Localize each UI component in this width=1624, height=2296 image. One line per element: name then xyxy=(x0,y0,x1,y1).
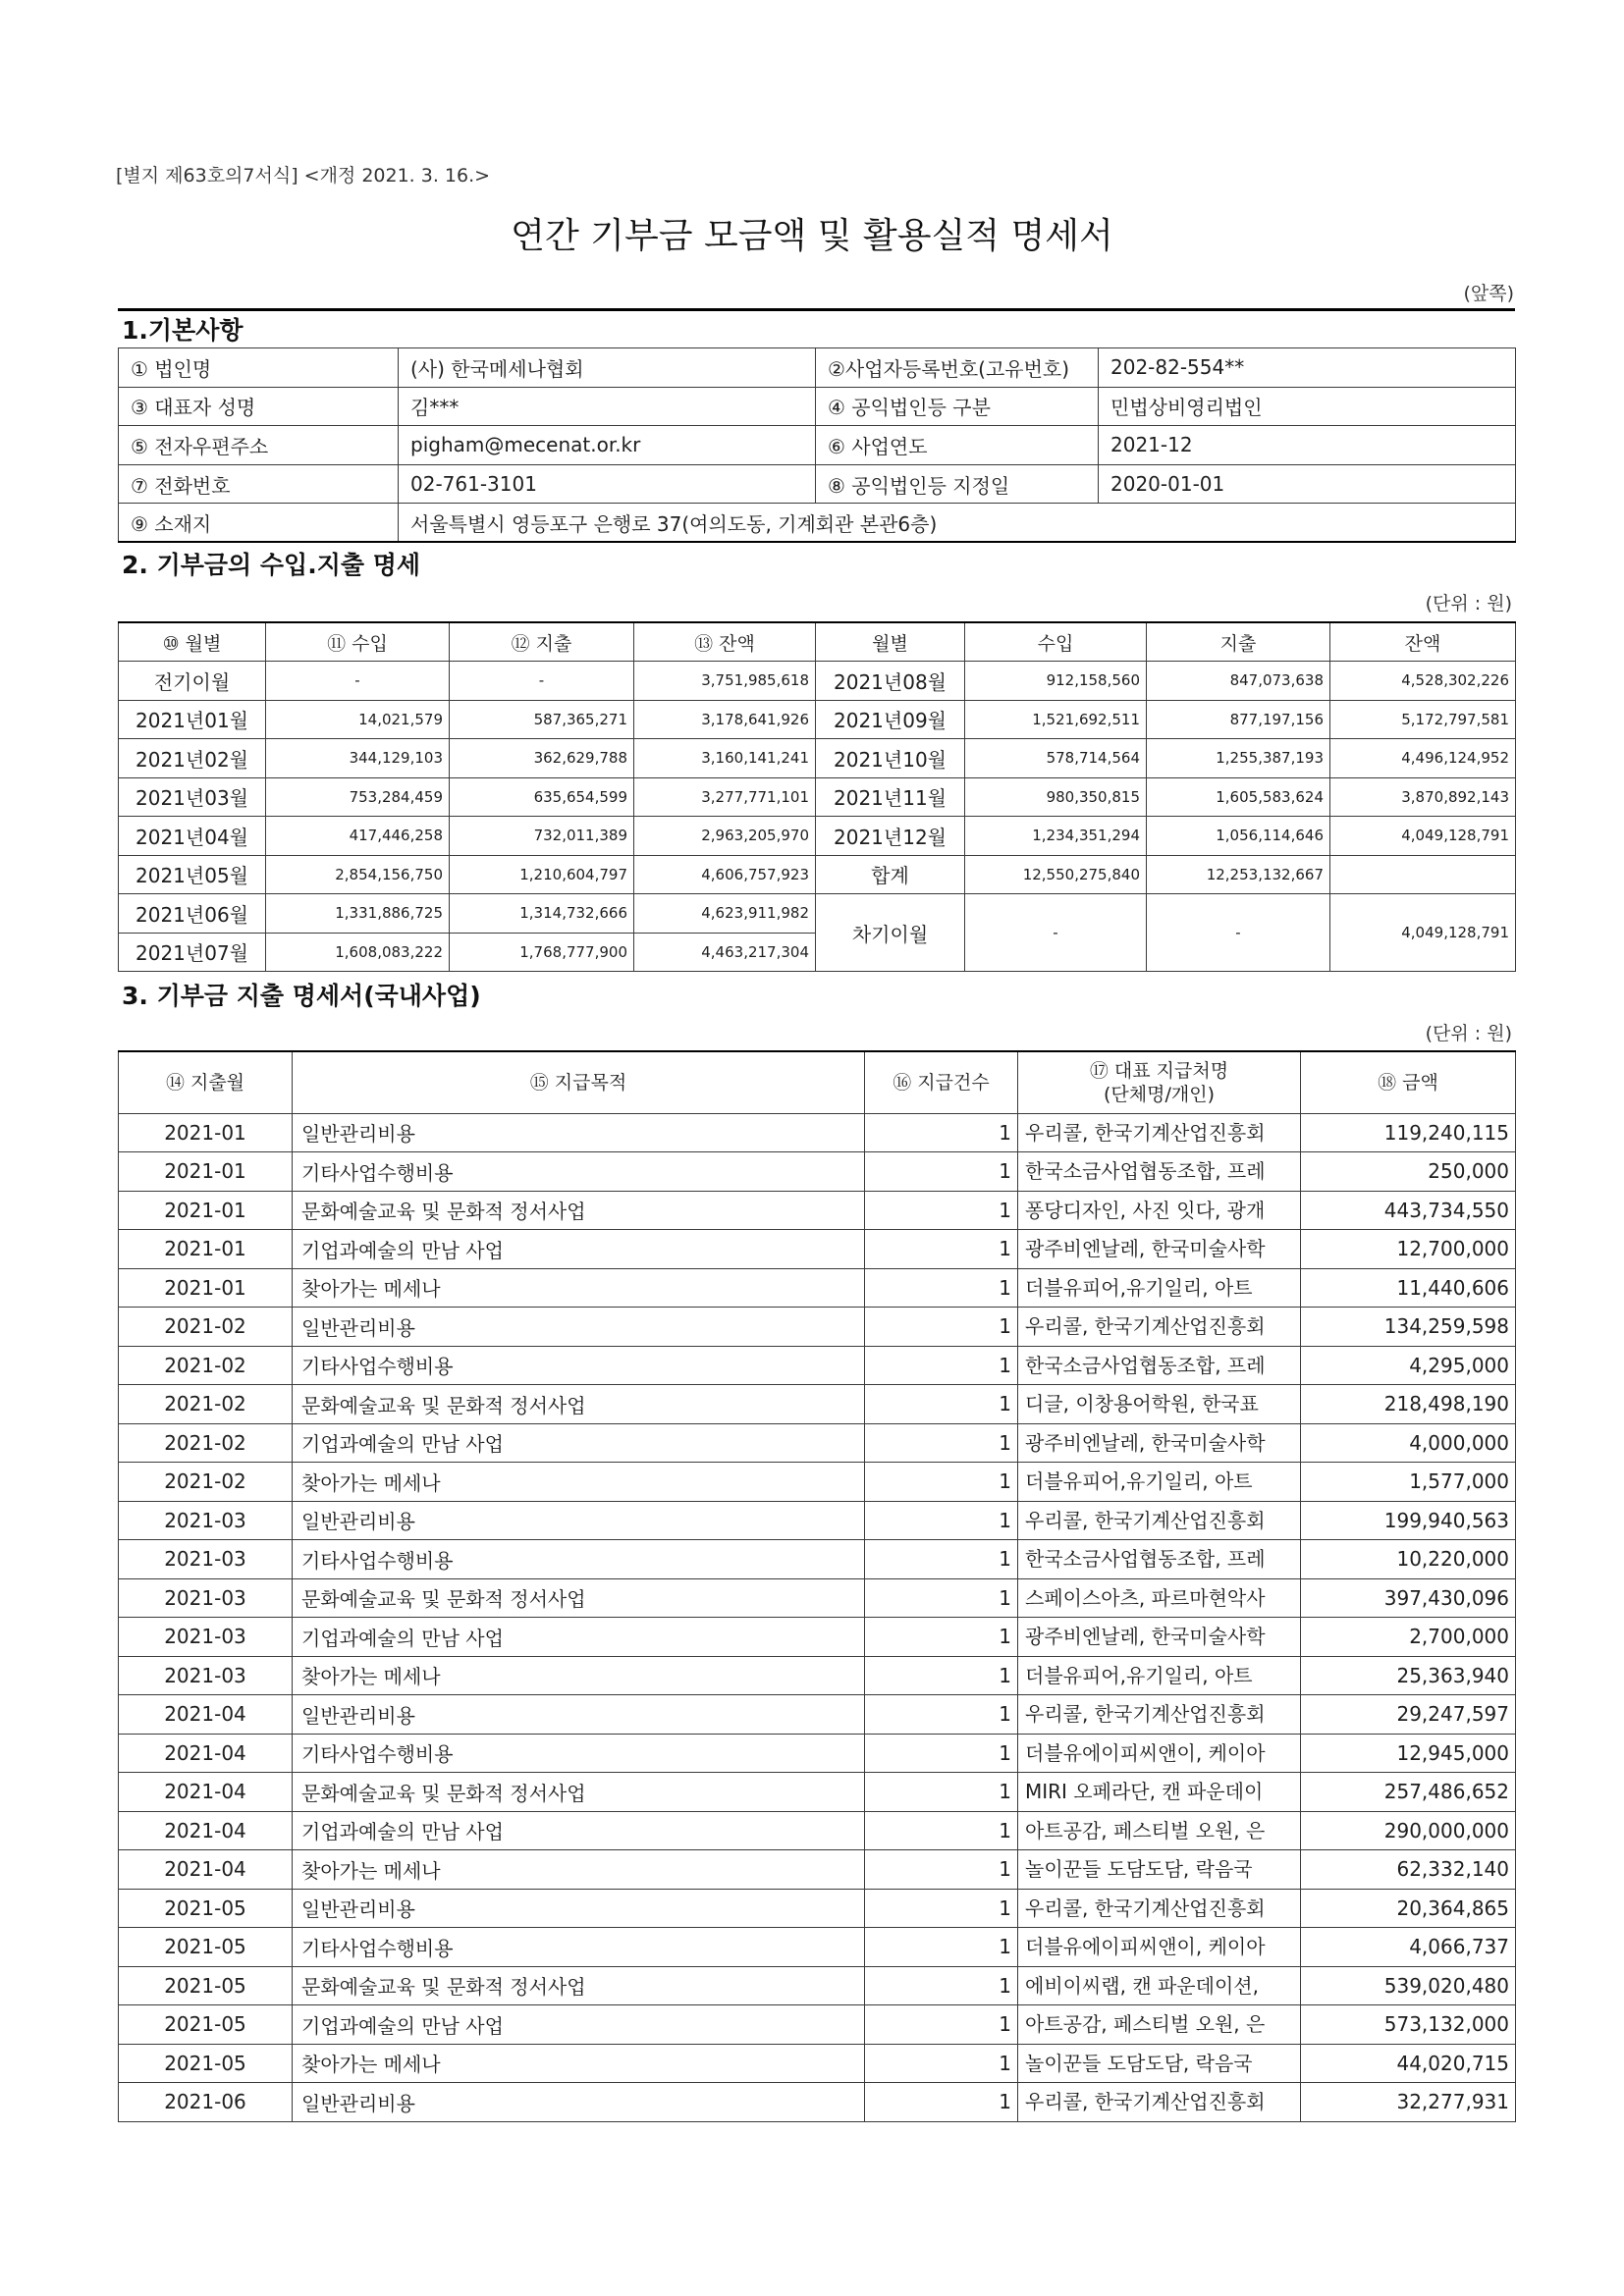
balance-cell-2 xyxy=(1330,855,1516,894)
recipient-cell: 우리콜, 한국기계산업진흥회 xyxy=(1018,1501,1301,1540)
representative-value: 김*** xyxy=(399,387,816,426)
count-cell: 1 xyxy=(865,1346,1018,1385)
expenditure-row xyxy=(119,1268,1516,1308)
basic-info-row xyxy=(119,387,1516,426)
amount-cell: 29,247,597 xyxy=(1301,1695,1516,1735)
unit-label: (단위 : 원) xyxy=(1425,1023,1512,1044)
header-expense-month: ⑭ 지출월 xyxy=(119,1051,293,1113)
income-expense-row xyxy=(119,739,1516,778)
recipient-cell: 아트공감, 페스티벌 오원, 은 xyxy=(1018,1811,1301,1850)
income-expense-header-row xyxy=(119,622,1516,662)
balance-cell: 3,178,641,926 xyxy=(634,700,816,739)
expenditure-row xyxy=(119,1346,1516,1385)
recipient-cell: 우리콜, 한국기계산업진흥회 xyxy=(1018,1308,1301,1347)
income-cell: 1,608,083,222 xyxy=(266,933,450,972)
amount-cell: 4,295,000 xyxy=(1301,1346,1516,1385)
purpose-cell: 기타사업수행비용 xyxy=(293,1540,865,1579)
balance-cell: 4,606,757,923 xyxy=(634,855,816,894)
income-cell-2: 12,550,275,840 xyxy=(965,855,1147,894)
header-recipient xyxy=(1018,1051,1301,1113)
expenditure-row xyxy=(119,2083,1516,2122)
purpose-cell: 일반관리비용 xyxy=(293,1113,865,1152)
purpose-cell: 일반관리비용 xyxy=(293,1695,865,1735)
header-amount: ⑱ 금액 xyxy=(1301,1051,1516,1113)
purpose-cell: 찾아가는 메세나 xyxy=(293,1850,865,1890)
expenditure-row xyxy=(119,1230,1516,1269)
income-expense-body xyxy=(119,662,1516,972)
income-cell-2: 578,714,564 xyxy=(965,739,1147,778)
recipient-cell: 한국소금사업협동조합, 프레 xyxy=(1018,1152,1301,1192)
expense-cell: - xyxy=(450,662,634,701)
corp-name-value: (사) 한국메세나협회 xyxy=(399,348,816,388)
expenditure-row xyxy=(119,2005,1516,2045)
count-cell: 1 xyxy=(865,2083,1018,2122)
expense-cell: 362,629,788 xyxy=(450,739,634,778)
expenditure-row xyxy=(119,1656,1516,1695)
recipient-cell: 광주비엔날레, 한국미술사학 xyxy=(1018,1423,1301,1463)
count-cell: 1 xyxy=(865,1966,1018,2005)
purpose-cell: 찾아가는 메세나 xyxy=(293,1463,865,1502)
count-cell: 1 xyxy=(865,1308,1018,1347)
recipient-cell: 더블유에이피씨앤이, 케이아 xyxy=(1018,1928,1301,1967)
expense-month-cell: 2021-01 xyxy=(119,1191,293,1230)
expense-cell-2: 877,197,156 xyxy=(1147,700,1330,739)
income-expense-row xyxy=(119,777,1516,817)
amount-cell: 4,000,000 xyxy=(1301,1423,1516,1463)
recipient-cell: 에비이씨랩, 캔 파운데이션, xyxy=(1018,1966,1301,2005)
recipient-cell: 우리콜, 한국기계산업진흥회 xyxy=(1018,2083,1301,2122)
purpose-cell: 찾아가는 메세나 xyxy=(293,1268,865,1308)
carry-forward-income: - xyxy=(965,894,1147,972)
count-cell: 1 xyxy=(865,1113,1018,1152)
month-cell-2: 2021년08월 xyxy=(816,662,965,701)
expense-cell-2: 847,073,638 xyxy=(1147,662,1330,701)
recipient-cell: 아트공감, 페스티벌 오원, 은 xyxy=(1018,2005,1301,2045)
balance-cell: 3,160,141,241 xyxy=(634,739,816,778)
balance-cell: 2,963,205,970 xyxy=(634,817,816,856)
expense-month-cell: 2021-01 xyxy=(119,1152,293,1192)
header-count: ⑯ 지급건수 xyxy=(865,1051,1018,1113)
recipient-cell: 디글, 이창용어학원, 한국표 xyxy=(1018,1385,1301,1424)
count-cell: 1 xyxy=(865,1656,1018,1695)
purpose-cell: 기업과예술의 만남 사업 xyxy=(293,2005,865,2045)
expense-month-cell: 2021-02 xyxy=(119,1463,293,1502)
section-income-expense-heading: 2. 기부금의 수입.지출 명세 xyxy=(122,551,421,579)
expense-month-cell: 2021-02 xyxy=(119,1346,293,1385)
count-cell: 1 xyxy=(865,1152,1018,1192)
expense-cell: 732,011,389 xyxy=(450,817,634,856)
balance-cell-2: 3,870,892,143 xyxy=(1330,777,1516,817)
expense-month-cell: 2021-03 xyxy=(119,1618,293,1657)
expenditure-row xyxy=(119,1540,1516,1579)
expense-cell: 1,210,604,797 xyxy=(450,855,634,894)
balance-cell: 3,751,985,618 xyxy=(634,662,816,701)
count-cell: 1 xyxy=(865,1191,1018,1230)
amount-cell: 290,000,000 xyxy=(1301,1811,1516,1850)
expenditure-row xyxy=(119,1850,1516,1890)
expenditure-row xyxy=(119,1578,1516,1618)
income-cell: - xyxy=(266,662,450,701)
income-cell: 344,129,103 xyxy=(266,739,450,778)
count-cell: 1 xyxy=(865,1889,1018,1928)
amount-cell: 20,364,865 xyxy=(1301,1889,1516,1928)
carry-forward-label: 차기이월 xyxy=(816,894,965,972)
recipient-cell: 광주비엔날레, 한국미술사학 xyxy=(1018,1618,1301,1657)
recipient-cell: 한국소금사업협동조합, 프레 xyxy=(1018,1540,1301,1579)
month-cell: 2021년04월 xyxy=(119,817,266,856)
recipient-cell: MIRI 오페라단, 캔 파운데이 xyxy=(1018,1773,1301,1812)
expense-cell: 587,365,271 xyxy=(450,700,634,739)
expenditure-row xyxy=(119,1308,1516,1347)
count-cell: 1 xyxy=(865,1695,1018,1735)
representative-label: ③ 대표자 성명 xyxy=(119,387,399,426)
header-recipient-line1: ⑰ 대표 지급처명 xyxy=(1089,1059,1229,1082)
purpose-cell: 찾아가는 메세나 xyxy=(293,1656,865,1695)
expense-month-cell: 2021-05 xyxy=(119,1966,293,2005)
count-cell: 1 xyxy=(865,1268,1018,1308)
purpose-cell: 문화예술교육 및 문화적 정서사업 xyxy=(293,1966,865,2005)
expenditure-row xyxy=(119,1773,1516,1812)
income-expense-row xyxy=(119,662,1516,701)
income-expense-row xyxy=(119,700,1516,739)
expense-cell: 1,768,777,900 xyxy=(450,933,634,972)
carry-forward-expense: - xyxy=(1147,894,1330,972)
amount-cell: 62,332,140 xyxy=(1301,1850,1516,1890)
income-cell: 2,854,156,750 xyxy=(266,855,450,894)
month-cell: 2021년06월 xyxy=(119,894,266,934)
amount-cell: 4,066,737 xyxy=(1301,1928,1516,1967)
expenditure-row xyxy=(119,1618,1516,1657)
amount-cell: 257,486,652 xyxy=(1301,1773,1516,1812)
expenditure-row xyxy=(119,1385,1516,1424)
carry-forward-balance: 4,049,128,791 xyxy=(1330,894,1516,972)
page-side-label: (앞쪽) xyxy=(1463,283,1514,304)
corp-name-label: ① 법인명 xyxy=(119,348,399,388)
amount-cell: 12,945,000 xyxy=(1301,1734,1516,1773)
count-cell: 1 xyxy=(865,1773,1018,1812)
expenditure-row xyxy=(119,1191,1516,1230)
amount-cell: 25,363,940 xyxy=(1301,1656,1516,1695)
income-cell: 14,021,579 xyxy=(266,700,450,739)
income-cell-2: 1,234,351,294 xyxy=(965,817,1147,856)
count-cell: 1 xyxy=(865,1540,1018,1579)
purpose-cell: 문화예술교육 및 문화적 정서사업 xyxy=(293,1578,865,1618)
amount-cell: 119,240,115 xyxy=(1301,1113,1516,1152)
purpose-cell: 기타사업수행비용 xyxy=(293,1734,865,1773)
email-value: pigham@mecenat.or.kr xyxy=(399,426,816,465)
expenditure-row xyxy=(119,1734,1516,1773)
amount-cell: 199,940,563 xyxy=(1301,1501,1516,1540)
count-cell: 1 xyxy=(865,1385,1018,1424)
purpose-cell: 기타사업수행비용 xyxy=(293,1152,865,1192)
count-cell: 1 xyxy=(865,1734,1018,1773)
count-cell: 1 xyxy=(865,1501,1018,1540)
expenditure-header-row xyxy=(119,1051,1516,1113)
recipient-cell: 더블유에이피씨앤이, 케이아 xyxy=(1018,1734,1301,1773)
expense-month-cell: 2021-06 xyxy=(119,2083,293,2122)
header-income-2: 수입 xyxy=(965,622,1147,662)
basic-info-row xyxy=(119,426,1516,465)
email-label: ⑤ 전자우편주소 xyxy=(119,426,399,465)
income-cell-2: 1,521,692,511 xyxy=(965,700,1147,739)
expenditure-row xyxy=(119,1928,1516,1967)
purpose-cell: 기업과예술의 만남 사업 xyxy=(293,1618,865,1657)
expenditure-row xyxy=(119,1113,1516,1152)
business-number-label: ②사업자등록번호(고유번호) xyxy=(816,348,1099,388)
balance-cell-2: 4,496,124,952 xyxy=(1330,739,1516,778)
count-cell: 1 xyxy=(865,1850,1018,1890)
expense-month-cell: 2021-04 xyxy=(119,1695,293,1735)
designation-date-label: ⑧ 공익법인등 지정일 xyxy=(816,464,1099,504)
count-cell: 1 xyxy=(865,1423,1018,1463)
purpose-cell: 기업과예술의 만남 사업 xyxy=(293,1230,865,1269)
expense-month-cell: 2021-05 xyxy=(119,2005,293,2045)
recipient-cell: 우리콜, 한국기계산업진흥회 xyxy=(1018,1889,1301,1928)
month-cell: 2021년01월 xyxy=(119,700,266,739)
month-cell-2: 2021년11월 xyxy=(816,777,965,817)
expense-month-cell: 2021-03 xyxy=(119,1540,293,1579)
income-cell: 417,446,258 xyxy=(266,817,450,856)
expenditure-row xyxy=(119,1463,1516,1502)
purpose-cell: 일반관리비용 xyxy=(293,1501,865,1540)
purpose-cell: 문화예술교육 및 문화적 정서사업 xyxy=(293,1385,865,1424)
expense-month-cell: 2021-01 xyxy=(119,1230,293,1269)
count-cell: 1 xyxy=(865,1230,1018,1269)
expense-month-cell: 2021-02 xyxy=(119,1423,293,1463)
income-expense-row xyxy=(119,855,1516,894)
section-basic-info-heading: 1.기본사항 xyxy=(118,308,1515,348)
expense-month-cell: 2021-01 xyxy=(119,1268,293,1308)
month-cell: 2021년02월 xyxy=(119,739,266,778)
expense-month-cell: 2021-04 xyxy=(119,1734,293,1773)
amount-cell: 539,020,480 xyxy=(1301,1966,1516,2005)
address-value: 서울특별시 영등포구 은행로 37(여의도동, 기계회관 본관6층) xyxy=(399,504,1516,543)
expense-month-cell: 2021-03 xyxy=(119,1656,293,1695)
recipient-cell: 더블유피어,유기일리, 아트 xyxy=(1018,1268,1301,1308)
expense-month-cell: 2021-02 xyxy=(119,1308,293,1347)
recipient-cell: 우리콜, 한국기계산업진흥회 xyxy=(1018,1695,1301,1735)
income-cell-2: 912,158,560 xyxy=(965,662,1147,701)
expense-month-cell: 2021-04 xyxy=(119,1811,293,1850)
recipient-cell: 광주비엔날레, 한국미술사학 xyxy=(1018,1230,1301,1269)
fiscal-year-label: ⑥ 사업연도 xyxy=(816,426,1099,465)
expense-month-cell: 2021-03 xyxy=(119,1578,293,1618)
expense-month-cell: 2021-05 xyxy=(119,1928,293,1967)
amount-cell: 11,440,606 xyxy=(1301,1268,1516,1308)
header-month-2: 월별 xyxy=(816,622,965,662)
income-expense-row xyxy=(119,817,1516,856)
purpose-cell: 기업과예술의 만남 사업 xyxy=(293,1423,865,1463)
expenditure-row xyxy=(119,1695,1516,1735)
purpose-cell: 기타사업수행비용 xyxy=(293,1928,865,1967)
income-cell: 1,331,886,725 xyxy=(266,894,450,934)
expense-cell: 635,654,599 xyxy=(450,777,634,817)
purpose-cell: 일반관리비용 xyxy=(293,1889,865,1928)
header-balance: ⑬ 잔액 xyxy=(634,622,816,662)
amount-cell: 44,020,715 xyxy=(1301,2044,1516,2083)
recipient-cell: 한국소금사업협동조합, 프레 xyxy=(1018,1346,1301,1385)
count-cell: 1 xyxy=(865,2005,1018,2045)
count-cell: 1 xyxy=(865,1578,1018,1618)
income-cell: 753,284,459 xyxy=(266,777,450,817)
month-cell-2: 합계 xyxy=(816,855,965,894)
business-number-value: 202-82-554** xyxy=(1099,348,1516,388)
month-cell: 2021년03월 xyxy=(119,777,266,817)
recipient-cell: 퐁당디자인, 사진 잇다, 광개 xyxy=(1018,1191,1301,1230)
purpose-cell: 일반관리비용 xyxy=(293,1308,865,1347)
expenditure-row xyxy=(119,1889,1516,1928)
header-purpose: ⑮ 지급목적 xyxy=(293,1051,865,1113)
expense-cell-2: 1,255,387,193 xyxy=(1147,739,1330,778)
basic-info-table xyxy=(118,347,1516,543)
purpose-cell: 기업과예술의 만남 사업 xyxy=(293,1811,865,1850)
amount-cell: 573,132,000 xyxy=(1301,2005,1516,2045)
expense-cell-2: 12,253,132,667 xyxy=(1147,855,1330,894)
expense-month-cell: 2021-05 xyxy=(119,1889,293,1928)
header-expense-2: 지출 xyxy=(1147,622,1330,662)
expense-month-cell: 2021-04 xyxy=(119,1850,293,1890)
expenditure-row xyxy=(119,1423,1516,1463)
recipient-cell: 놀이꾼들 도담도담, 락음국 xyxy=(1018,2044,1301,2083)
month-cell: 2021년07월 xyxy=(119,933,266,972)
header-recipient-line2: (단체명/개인) xyxy=(1104,1083,1215,1105)
recipient-cell: 스페이스아츠, 파르마현악사 xyxy=(1018,1578,1301,1618)
purpose-cell: 찾아가는 메세나 xyxy=(293,2044,865,2083)
expense-month-cell: 2021-04 xyxy=(119,1773,293,1812)
income-expense-row xyxy=(119,894,1516,934)
balance-cell-2: 5,172,797,581 xyxy=(1330,700,1516,739)
month-cell-2: 2021년09월 xyxy=(816,700,965,739)
phone-value: 02-761-3101 xyxy=(399,464,816,504)
count-cell: 1 xyxy=(865,2044,1018,2083)
fiscal-year-value: 2021-12 xyxy=(1099,426,1516,465)
purpose-cell: 문화예술교육 및 문화적 정서사업 xyxy=(293,1773,865,1812)
expenditure-body xyxy=(119,1113,1516,2121)
count-cell: 1 xyxy=(865,1463,1018,1502)
expenditure-row xyxy=(119,1966,1516,2005)
header-expense: ⑫ 지출 xyxy=(450,622,634,662)
month-cell: 전기이월 xyxy=(119,662,266,701)
section-expenditure-heading: 3. 기부금 지출 명세서(국내사업) xyxy=(122,982,481,1010)
basic-info-row xyxy=(119,504,1516,543)
recipient-cell: 더블유피어,유기일리, 아트 xyxy=(1018,1463,1301,1502)
amount-cell: 443,734,550 xyxy=(1301,1191,1516,1230)
balance-cell: 4,463,217,304 xyxy=(634,933,816,972)
phone-label: ⑦ 전화번호 xyxy=(119,464,399,504)
amount-cell: 12,700,000 xyxy=(1301,1230,1516,1269)
amount-cell: 2,700,000 xyxy=(1301,1618,1516,1657)
header-month: ⑩ 월별 xyxy=(119,622,266,662)
basic-info-row xyxy=(119,348,1516,388)
count-cell: 1 xyxy=(865,1811,1018,1850)
expense-month-cell: 2021-01 xyxy=(119,1113,293,1152)
amount-cell: 10,220,000 xyxy=(1301,1540,1516,1579)
amount-cell: 1,577,000 xyxy=(1301,1463,1516,1502)
amount-cell: 397,430,096 xyxy=(1301,1578,1516,1618)
expense-cell-2: 1,056,114,646 xyxy=(1147,817,1330,856)
header-balance-2: 잔액 xyxy=(1330,622,1516,662)
recipient-cell: 놀이꾼들 도담도담, 락음국 xyxy=(1018,1850,1301,1890)
count-cell: 1 xyxy=(865,1928,1018,1967)
purpose-cell: 기타사업수행비용 xyxy=(293,1346,865,1385)
unit-label: (단위 : 원) xyxy=(1425,593,1512,614)
purpose-cell: 일반관리비용 xyxy=(293,2083,865,2122)
balance-cell: 4,623,911,982 xyxy=(634,894,816,934)
amount-cell: 32,277,931 xyxy=(1301,2083,1516,2122)
expense-cell-2: 1,605,583,624 xyxy=(1147,777,1330,817)
month-cell-2: 2021년10월 xyxy=(816,739,965,778)
expenditure-row xyxy=(119,1811,1516,1850)
amount-cell: 250,000 xyxy=(1301,1152,1516,1192)
balance-cell-2: 4,528,302,226 xyxy=(1330,662,1516,701)
expense-month-cell: 2021-03 xyxy=(119,1501,293,1540)
form-identifier: [별지 제63호의7서식] <개정 2021. 3. 16.> xyxy=(116,165,491,187)
expenditure-row xyxy=(119,1152,1516,1192)
recipient-cell: 우리콜, 한국기계산업진흥회 xyxy=(1018,1113,1301,1152)
balance-cell-2: 4,049,128,791 xyxy=(1330,817,1516,856)
basic-info-row xyxy=(119,464,1516,504)
designation-date-value: 2020-01-01 xyxy=(1099,464,1516,504)
purpose-cell: 문화예술교육 및 문화적 정서사업 xyxy=(293,1191,865,1230)
recipient-cell: 더블유피어,유기일리, 아트 xyxy=(1018,1656,1301,1695)
expenditure-table xyxy=(118,1050,1516,2122)
expense-month-cell: 2021-05 xyxy=(119,2044,293,2083)
income-expense-table xyxy=(118,621,1516,972)
corp-type-value: 민법상비영리법인 xyxy=(1099,387,1516,426)
amount-cell: 134,259,598 xyxy=(1301,1308,1516,1347)
expenditure-row xyxy=(119,1501,1516,1540)
month-cell: 2021년05월 xyxy=(119,855,266,894)
corp-type-label: ④ 공익법인등 구분 xyxy=(816,387,1099,426)
expense-month-cell: 2021-02 xyxy=(119,1385,293,1424)
expenditure-row xyxy=(119,2044,1516,2083)
count-cell: 1 xyxy=(865,1618,1018,1657)
month-cell-2: 2021년12월 xyxy=(816,817,965,856)
balance-cell: 3,277,771,101 xyxy=(634,777,816,817)
amount-cell: 218,498,190 xyxy=(1301,1385,1516,1424)
income-cell-2: 980,350,815 xyxy=(965,777,1147,817)
expense-cell: 1,314,732,666 xyxy=(450,894,634,934)
header-income: ⑪ 수입 xyxy=(266,622,450,662)
document-title: 연간 기부금 모금액 및 활용실적 명세서 xyxy=(511,216,1113,256)
address-label: ⑨ 소재지 xyxy=(119,504,399,543)
